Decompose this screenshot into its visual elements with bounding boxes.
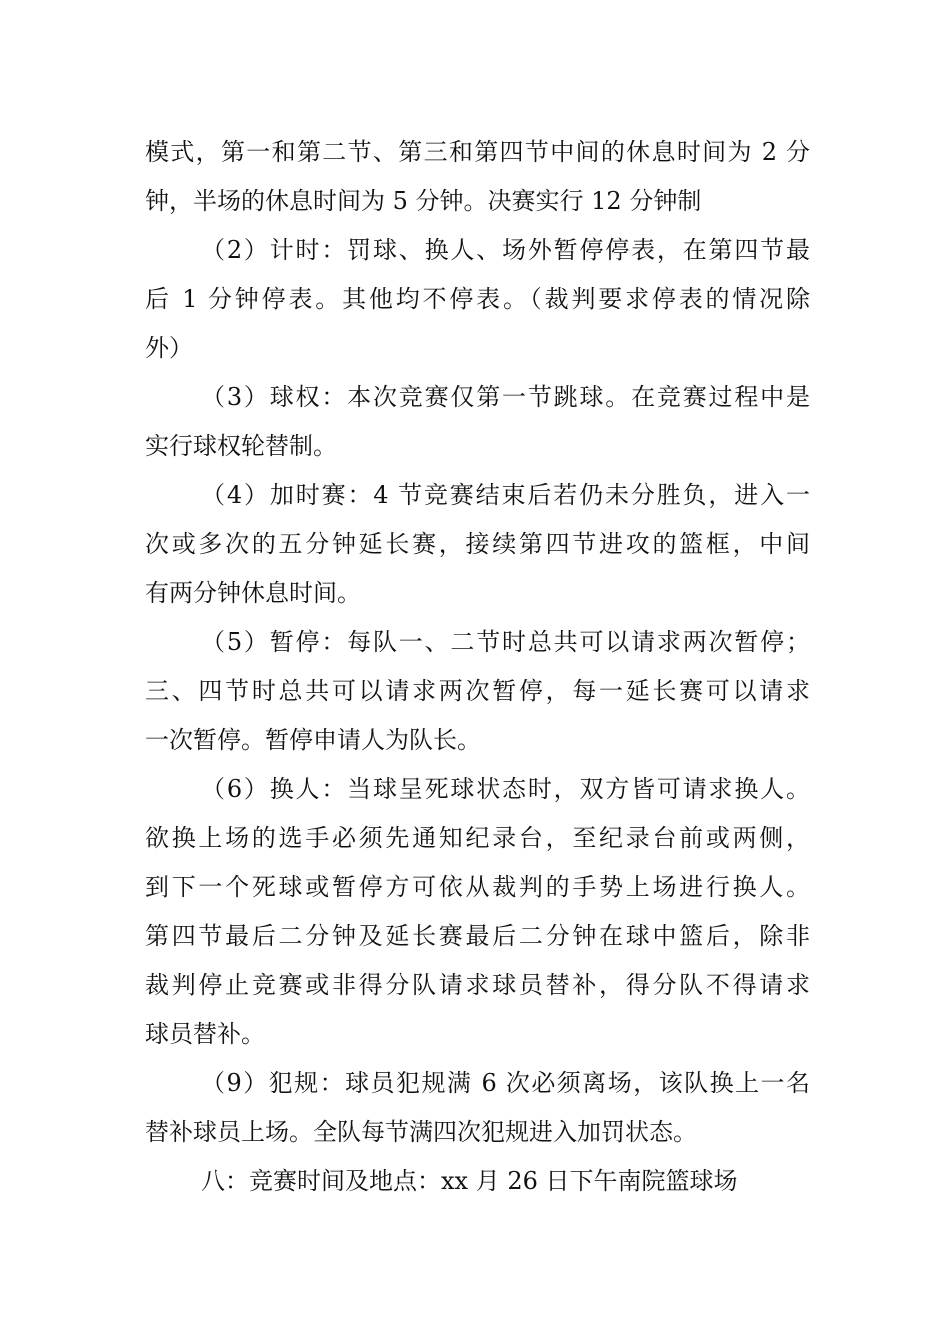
text-line: 第四节最后二分钟及延长赛最后二分钟在球中篮后，除非 bbox=[145, 922, 810, 950]
paragraph-possession: （3）球权：本次竞赛仅第一节跳球。在竞赛过程中是 bbox=[201, 383, 810, 411]
text-line: 有两分钟休息时间。 bbox=[145, 579, 361, 607]
text-line: 球员替补。 bbox=[145, 1020, 265, 1048]
document-body bbox=[145, 128, 810, 1206]
text-line: 替补球员上场。全队每节满四次犯规进入加罚状态。 bbox=[145, 1118, 697, 1146]
text-line: 裁判停止竞赛或非得分队请求球员替补，得分队不得请求 bbox=[145, 971, 810, 999]
text-line: 欲换上场的选手必须先通知纪录台，至纪录台前或两侧， bbox=[145, 824, 810, 852]
text-line: 钟，半场的休息时间为 5 分钟。决赛实行 12 分钟制 bbox=[145, 187, 702, 215]
paragraph-substitution: （6）换人：当球呈死球状态时，双方皆可请求换人。 bbox=[201, 775, 810, 803]
text-line: 次或多次的五分钟延长赛，接续第四节进攻的篮框，中间 bbox=[145, 530, 810, 558]
paragraph-fouls: （9）犯规：球员犯规满 6 次必须离场，该队换上一名 bbox=[201, 1069, 810, 1097]
paragraph-overtime: （4）加时赛：4 节竞赛结束后若仍未分胜负，进入一 bbox=[201, 481, 810, 509]
text-line: 后 1 分钟停表。其他均不停表。（裁判要求停表的情况除 bbox=[145, 285, 810, 313]
text-line: 到下一个死球或暂停方可依从裁判的手势上场进行换人。 bbox=[145, 873, 810, 901]
text-line: 模式，第一和第二节、第三和第四节中间的休息时间为 2 分 bbox=[145, 138, 810, 166]
paragraph-timing: （2）计时：罚球、换人、场外暂停停表，在第四节最 bbox=[201, 236, 810, 264]
text-line: 三、四节时总共可以请求两次暂停，每一延长赛可以请求 bbox=[145, 677, 810, 705]
section-eight-time-location: 八：竞赛时间及地点：xx 月 26 日下午南院篮球场 bbox=[201, 1167, 738, 1195]
text-line: 外） bbox=[145, 334, 193, 362]
paragraph-timeout: （5）暂停：每队一、二节时总共可以请求两次暂停； bbox=[201, 628, 810, 656]
text-line: 实行球权轮替制。 bbox=[145, 432, 337, 460]
text-line: 一次暂停。暂停申请人为队长。 bbox=[145, 726, 481, 754]
